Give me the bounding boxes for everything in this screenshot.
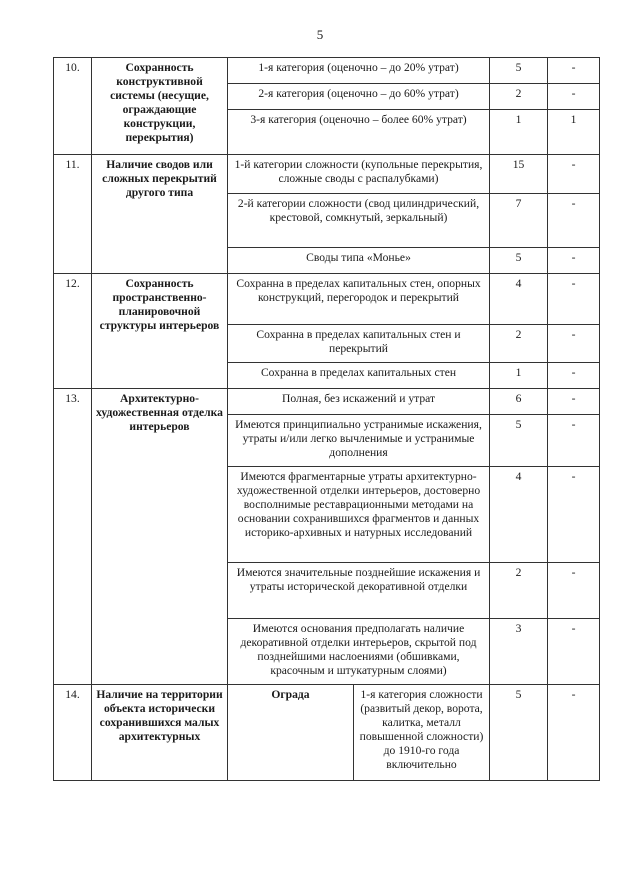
option-description: Сохранна в пределах капитальных стен: [228, 363, 490, 389]
sub-criterion-cell: Ограда: [228, 685, 354, 781]
row-number: 14.: [54, 685, 92, 781]
row-number: 10.: [54, 58, 92, 155]
option-extra: -: [548, 58, 600, 84]
option-extra: -: [548, 389, 600, 415]
option-points: 15: [490, 155, 548, 194]
option-extra: -: [548, 325, 600, 363]
option-description: Имеются основания предполагать наличие декоративной отделки интерьеров, скрытой под позднейшими наслоениями (обшивками, красочным и штукатурным слоями): [228, 619, 490, 685]
option-points: 7: [490, 194, 548, 248]
criterion-cell: Сохранность пространственно-планировочной структуры интерьеров: [92, 274, 228, 389]
option-extra: -: [548, 685, 600, 781]
option-description: 1-й категории сложности (купольные перекрытия, сложные своды с распалубками): [228, 155, 490, 194]
option-extra: -: [548, 619, 600, 685]
criteria-table: [53, 57, 600, 781]
option-description: Имеются принципиально устранимые искажения, утраты и/или легко вычленимые и устранимые дополнения: [228, 415, 490, 467]
table-row: [54, 155, 600, 194]
option-description: Сохранна в пределах капитальных стен и перекрытий: [228, 325, 490, 363]
option-extra: -: [548, 84, 600, 110]
option-extra: 1: [548, 110, 600, 155]
table-row: [54, 274, 600, 325]
option-points: 2: [490, 325, 548, 363]
option-description: Сохранна в пределах капитальных стен, опорных конструкций, перегородок и перекрытий: [228, 274, 490, 325]
option-points: 1: [490, 363, 548, 389]
option-extra: -: [548, 563, 600, 619]
option-description: Полная, без искажений и утрат: [228, 389, 490, 415]
option-extra: -: [548, 274, 600, 325]
option-points: 5: [490, 685, 548, 781]
option-points: 6: [490, 389, 548, 415]
row-number: 12.: [54, 274, 92, 389]
option-points: 2: [490, 84, 548, 110]
option-description: Имеются значительные позднейшие искажения и утраты исторической декоративной отделки: [228, 563, 490, 619]
option-points: 3: [490, 619, 548, 685]
option-extra: -: [548, 363, 600, 389]
option-description: 1-я категория сложности (развитый декор, ворота, калитка, металл повышенной сложности) до 1910-го года включительно: [354, 685, 490, 781]
option-points: 1: [490, 110, 548, 155]
option-points: 5: [490, 58, 548, 84]
option-points: 5: [490, 248, 548, 274]
row-number: 11.: [54, 155, 92, 274]
option-description: 3-я категория (оценочно – более 60% утрат): [228, 110, 490, 155]
table-row: [54, 685, 600, 781]
criterion-cell: Наличие на территории объекта исторически сохранившихся малых архитектурных: [92, 685, 228, 781]
table-row: [54, 389, 600, 415]
option-description: 2-я категория (оценочно – до 60% утрат): [228, 84, 490, 110]
option-extra: -: [548, 155, 600, 194]
table-row: [54, 58, 600, 84]
option-points: 4: [490, 467, 548, 563]
page-number: 5: [316, 27, 324, 42]
option-description: 1-я категория (оценочно – до 20% утрат): [228, 58, 490, 84]
option-description: Имеются фрагментарные утраты архитектурно-художественной отделки интерьеров, достоверно восполнимые реставрационными методами на основании сохранившихся фрагментов и данных историко-архивных и натурных исследований: [228, 467, 490, 563]
row-number: 13.: [54, 389, 92, 685]
option-extra: -: [548, 415, 600, 467]
option-extra: -: [548, 194, 600, 248]
option-points: 2: [490, 563, 548, 619]
criterion-cell: Архитектурно-художественная отделка интерьеров: [92, 389, 228, 685]
option-extra: -: [548, 248, 600, 274]
option-points: 4: [490, 274, 548, 325]
option-points: 5: [490, 415, 548, 467]
option-description: Своды типа «Монье»: [228, 248, 490, 274]
option-extra: -: [548, 467, 600, 563]
option-description: 2-й категории сложности (свод цилиндрический, крестовой, сомкнутый, зеркальный): [228, 194, 490, 248]
criterion-cell: Наличие сводов или сложных перекрытий другого типа: [92, 155, 228, 274]
criterion-cell: Сохранность конструктивной системы (несущие, ограждающие конструкции, перекрытия): [92, 58, 228, 155]
